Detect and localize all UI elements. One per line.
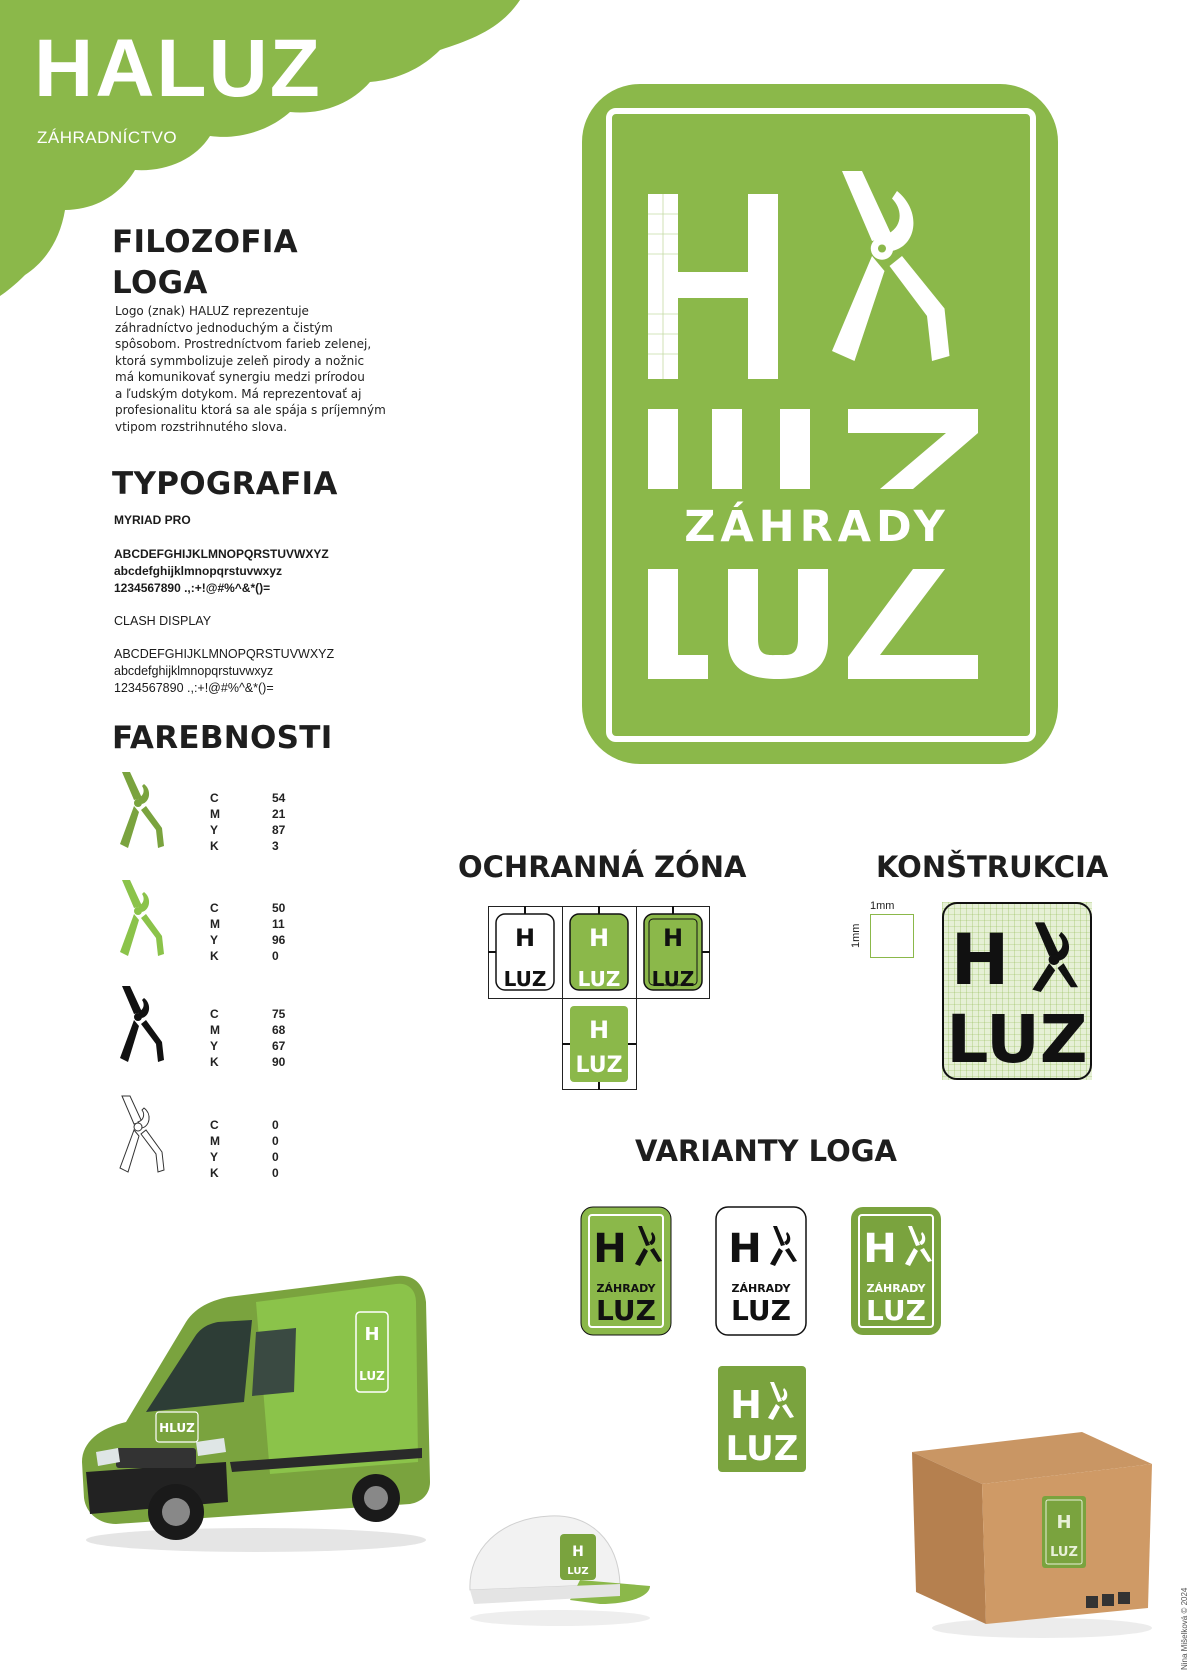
font1-digits: 1234567890 .,:+!@#%^&*()= — [114, 581, 271, 595]
svg-text:H: H — [364, 1324, 380, 1345]
svg-text:LUZ: LUZ — [596, 1294, 656, 1327]
cmyk-labels-2: C M Y K — [210, 901, 220, 963]
font1-sample — [114, 546, 329, 597]
font2-sample — [114, 646, 334, 697]
svg-text:H: H — [588, 924, 610, 952]
logo-variant-green-black — [580, 1206, 672, 1336]
cmyk-values-3: 75 68 67 90 — [272, 1007, 286, 1069]
main-logo — [582, 84, 1058, 764]
svg-text:H: H — [863, 1226, 897, 1272]
protection-zone-heading: OCHRANNÁ ZÓNA — [458, 850, 747, 884]
construction-grid — [942, 902, 1092, 1080]
philosophy-text — [115, 303, 435, 435]
brand-title: HALUZ — [34, 23, 322, 114]
svg-text:H: H — [588, 1016, 610, 1044]
shears-icon-green-dark — [108, 770, 168, 850]
construction-unit-square — [870, 914, 914, 958]
cmyk-values-2: 50 11 96 0 — [272, 901, 286, 963]
box-mockup — [902, 1424, 1160, 1644]
cmyk-values-4: 0 0 0 0 — [272, 1118, 279, 1180]
construction-unit-h: 1mm — [870, 900, 895, 912]
svg-text:LUZ: LUZ — [577, 967, 621, 991]
cmyk-labels-4: C M Y K — [210, 1118, 220, 1180]
svg-text:LUZ: LUZ — [731, 1294, 791, 1327]
svg-text:ZÁHRADY: ZÁHRADY — [731, 1282, 791, 1295]
svg-text:H: H — [1056, 1512, 1072, 1533]
philosophy-line: má komunikovať synergiu medzi prírodou — [115, 370, 365, 384]
credit: Nina Mišelková © 2024 — [1180, 1587, 1189, 1670]
svg-text:LUZ: LUZ — [359, 1369, 385, 1383]
svg-text:LUZ: LUZ — [725, 1429, 799, 1469]
svg-text:LUZ: LUZ — [866, 1294, 926, 1327]
colors-heading: FAREBNOSTI — [112, 720, 333, 756]
philosophy-heading-2: LOGA — [112, 265, 208, 301]
cmyk-values-1: 54 21 87 3 — [272, 791, 286, 853]
svg-text:H: H — [593, 1226, 627, 1272]
construction-heading: KONŠTRUKCIA — [876, 850, 1109, 884]
philosophy-line: profesionalitu ktorá sa ale spája s príjemným — [115, 403, 386, 417]
font2-lower: abcdefghijklmnopqrstuvwxyz — [114, 664, 274, 678]
svg-text:H: H — [730, 1383, 762, 1427]
logo-tagline: ZÁHRADY — [684, 502, 950, 552]
protection-zone-diagram — [488, 906, 710, 1090]
svg-text:ZÁHRADY: ZÁHRADY — [866, 1282, 926, 1295]
svg-text:LUZ: LUZ — [567, 1566, 589, 1577]
philosophy-line: vtipom rozstrihnutého slova. — [115, 419, 288, 434]
svg-text:ZÁHRADY: ZÁHRADY — [596, 1282, 656, 1295]
logo-letter-h — [648, 194, 778, 379]
philosophy-line: záhradníctvo jednoduchým a čistým — [115, 320, 333, 335]
svg-text:LUZ: LUZ — [651, 967, 695, 991]
font2-digits: 1234567890 .,:+!@#%^&*()= — [114, 681, 274, 695]
logo-variant-compact — [718, 1366, 806, 1472]
svg-text:LUZ: LUZ — [946, 1001, 1088, 1078]
svg-text:H: H — [728, 1226, 762, 1272]
typography-heading: TYPOGRAFIA — [112, 466, 338, 502]
font2-name: CLASH DISPLAY — [114, 614, 212, 628]
font1-upper: ABCDEFGHIJKLMNOPQRSTUVWXYZ — [114, 547, 329, 561]
svg-text:H: H — [572, 1544, 584, 1560]
svg-text:LUZ: LUZ — [575, 1053, 623, 1078]
logo-cut-top — [648, 399, 978, 489]
cmyk-labels-3: C M Y K — [210, 1007, 220, 1069]
construction-unit-v: 1mm — [850, 923, 862, 948]
philosophy-line: a ľudským dotykom. Má reprezentovať aj — [115, 386, 362, 401]
philosophy-line: Logo (znak) HALUZ reprezentuje — [115, 304, 309, 318]
shears-icon-black — [108, 984, 168, 1064]
van-mockup — [56, 1262, 436, 1562]
cap-mockup — [460, 1500, 660, 1630]
shears-icon-green-light — [108, 878, 168, 958]
svg-text:LUZ: LUZ — [1050, 1545, 1078, 1560]
logo-variant-white — [715, 1206, 807, 1336]
font1-name: MYRIAD PRO — [114, 513, 191, 527]
svg-text:LUZ: LUZ — [503, 967, 547, 991]
variants-heading: VARIANTY LOGA — [635, 1134, 897, 1168]
svg-text:H: H — [514, 924, 536, 952]
brand-subtitle: ZÁHRADNÍCTVO — [37, 128, 178, 147]
philosophy-line: ktorá symmbolizuje zeleň pirody a nožnic — [115, 353, 365, 368]
svg-text:H: H — [950, 919, 1010, 1001]
philosophy-line: spôsobom. Prostredníctvom farieb zelenej, — [115, 337, 372, 351]
philosophy-heading-1: FILOZOFIA — [112, 224, 298, 260]
font1-lower: abcdefghijklmnopqrstuvwxyz — [114, 564, 283, 578]
cmyk-labels-1: C M Y K — [210, 791, 220, 853]
logo-cut-bottom — [648, 569, 978, 679]
svg-text:H: H — [662, 924, 684, 952]
logo-variant-green-white — [850, 1206, 942, 1336]
font2-upper: ABCDEFGHIJKLMNOPQRSTUVWXYZ — [114, 647, 335, 661]
svg-text:HLUZ: HLUZ — [159, 1421, 195, 1435]
logo-shears-icon — [807, 156, 957, 376]
shears-icon-white — [108, 1094, 168, 1174]
